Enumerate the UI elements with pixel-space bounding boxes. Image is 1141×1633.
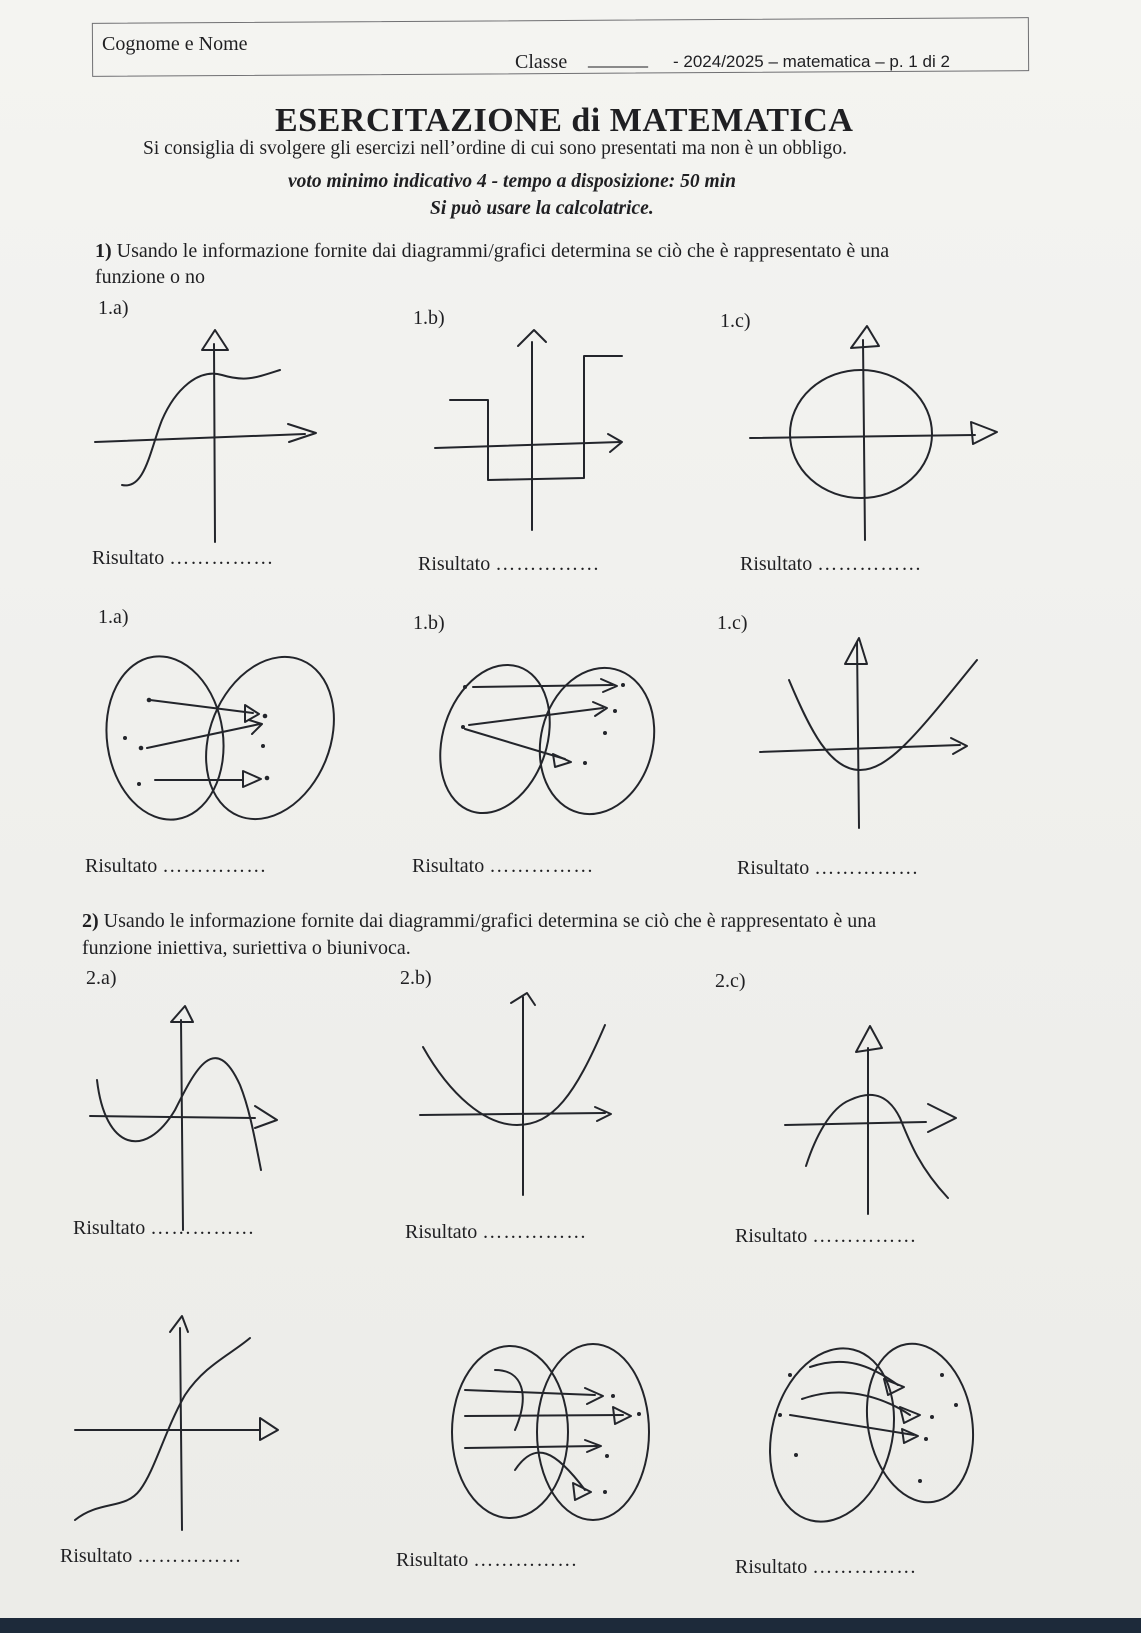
q2-text: Usando le informazione fornite dai diagrammi/grafici determina se ciò che è rappresentato è una [103, 910, 877, 932]
q1-label-2b: 1.b) [413, 612, 445, 634]
result-blank[interactable]: …………… [482, 1221, 588, 1243]
result-1a-row2 [85, 855, 267, 878]
graph-1b-step-graph [430, 320, 630, 540]
result-1c-row2 [737, 857, 919, 880]
result-label: Risultato [73, 1217, 146, 1239]
result-blank[interactable]: …………… [817, 553, 923, 575]
q2-label-2a: 2.a) [86, 967, 117, 989]
result-label: Risultato [405, 1221, 478, 1243]
result-blank[interactable]: …………… [814, 857, 920, 879]
name-label: Cognome e Nome [102, 33, 248, 55]
result-2a [73, 1217, 255, 1240]
advice-text: Si consiglia di svolgere gli esercizi nell’ordine di cui sono presentati ma non è un obbligo. [143, 138, 848, 159]
result-label: Risultato [412, 855, 485, 877]
vote-time-line: voto minimo indicativo 4 - tempo a disposizione: 50 min [288, 171, 736, 192]
result-2b [405, 1221, 587, 1244]
result-label: Risultato [92, 547, 165, 569]
q2-text-line1 [82, 910, 876, 933]
calculator-line: Si può usare la calcolatrice. [430, 198, 654, 219]
result-1b-row2 [412, 855, 594, 878]
result-blank[interactable]: …………… [473, 1549, 579, 1571]
q1-label-2a: 1.a) [98, 606, 129, 628]
q2-label-2c: 2.c) [715, 970, 746, 992]
mapping-diagram-2e [445, 1340, 660, 1535]
result-label: Risultato [740, 553, 813, 575]
graph-1c-circle [745, 318, 1005, 543]
mapping-diagram-2f [760, 1335, 990, 1535]
result-blank[interactable]: …………… [137, 1545, 243, 1567]
q1-text-line1 [95, 240, 889, 263]
q1-number: 1) [95, 240, 112, 262]
result-blank[interactable]: …………… [169, 547, 275, 569]
graph-1c-parabola [755, 620, 995, 835]
result-1c [740, 553, 922, 576]
q1-label-1b: 1.b) [413, 307, 445, 329]
result-label: Risultato [396, 1549, 469, 1571]
graph-2c-bell [780, 1018, 990, 1228]
graph-2d-increasing-curve [70, 1310, 290, 1535]
result-2c [735, 1225, 917, 1248]
result-label: Risultato [85, 855, 158, 877]
result-blank[interactable]: …………… [495, 553, 601, 575]
result-blank[interactable]: …………… [812, 1225, 918, 1247]
q1-label-1c: 1.c) [720, 310, 751, 332]
result-2e [396, 1549, 578, 1572]
result-label: Risultato [735, 1225, 808, 1247]
class-label: Classe [515, 51, 568, 73]
result-2d [60, 1545, 242, 1568]
result-blank[interactable]: …………… [150, 1217, 256, 1239]
result-label: Risultato [60, 1545, 133, 1567]
class-blank: ______ [588, 48, 648, 70]
result-label: Risultato [735, 1556, 808, 1578]
q1-text-line2: funzione o no [95, 266, 205, 288]
result-blank[interactable]: …………… [162, 855, 268, 877]
q1-label-1a: 1.a) [98, 297, 129, 319]
q1-label-2c: 1.c) [717, 612, 748, 634]
result-blank[interactable]: …………… [489, 855, 595, 877]
result-2f [735, 1556, 917, 1579]
result-label: Risultato [418, 553, 491, 575]
graph-1a-s-curve [90, 320, 320, 550]
photo-bottom-edge [0, 1618, 1141, 1633]
graph-2b-parabola [415, 985, 645, 1200]
page-title: ESERCITAZIONE di MATEMATICA [275, 102, 854, 139]
result-blank[interactable]: …………… [812, 1556, 918, 1578]
q2-number: 2) [82, 910, 99, 932]
result-1a [92, 547, 274, 570]
header-info: - 2024/2025 – matematica – p. 1 di 2 [673, 52, 950, 71]
result-1b [418, 553, 600, 576]
q2-label-2b: 2.b) [400, 967, 432, 989]
mapping-diagram-1b [425, 655, 655, 830]
graph-2a-cubic [85, 1000, 295, 1235]
q2-text-line2: funzione iniettiva, suriettiva o biunivoca. [82, 937, 411, 959]
q1-text: Usando le informazione fornite dai diagrammi/grafici determina se ciò che è rappresentato è una [116, 240, 890, 262]
result-label: Risultato [737, 857, 810, 879]
mapping-diagram-1a [95, 660, 325, 830]
